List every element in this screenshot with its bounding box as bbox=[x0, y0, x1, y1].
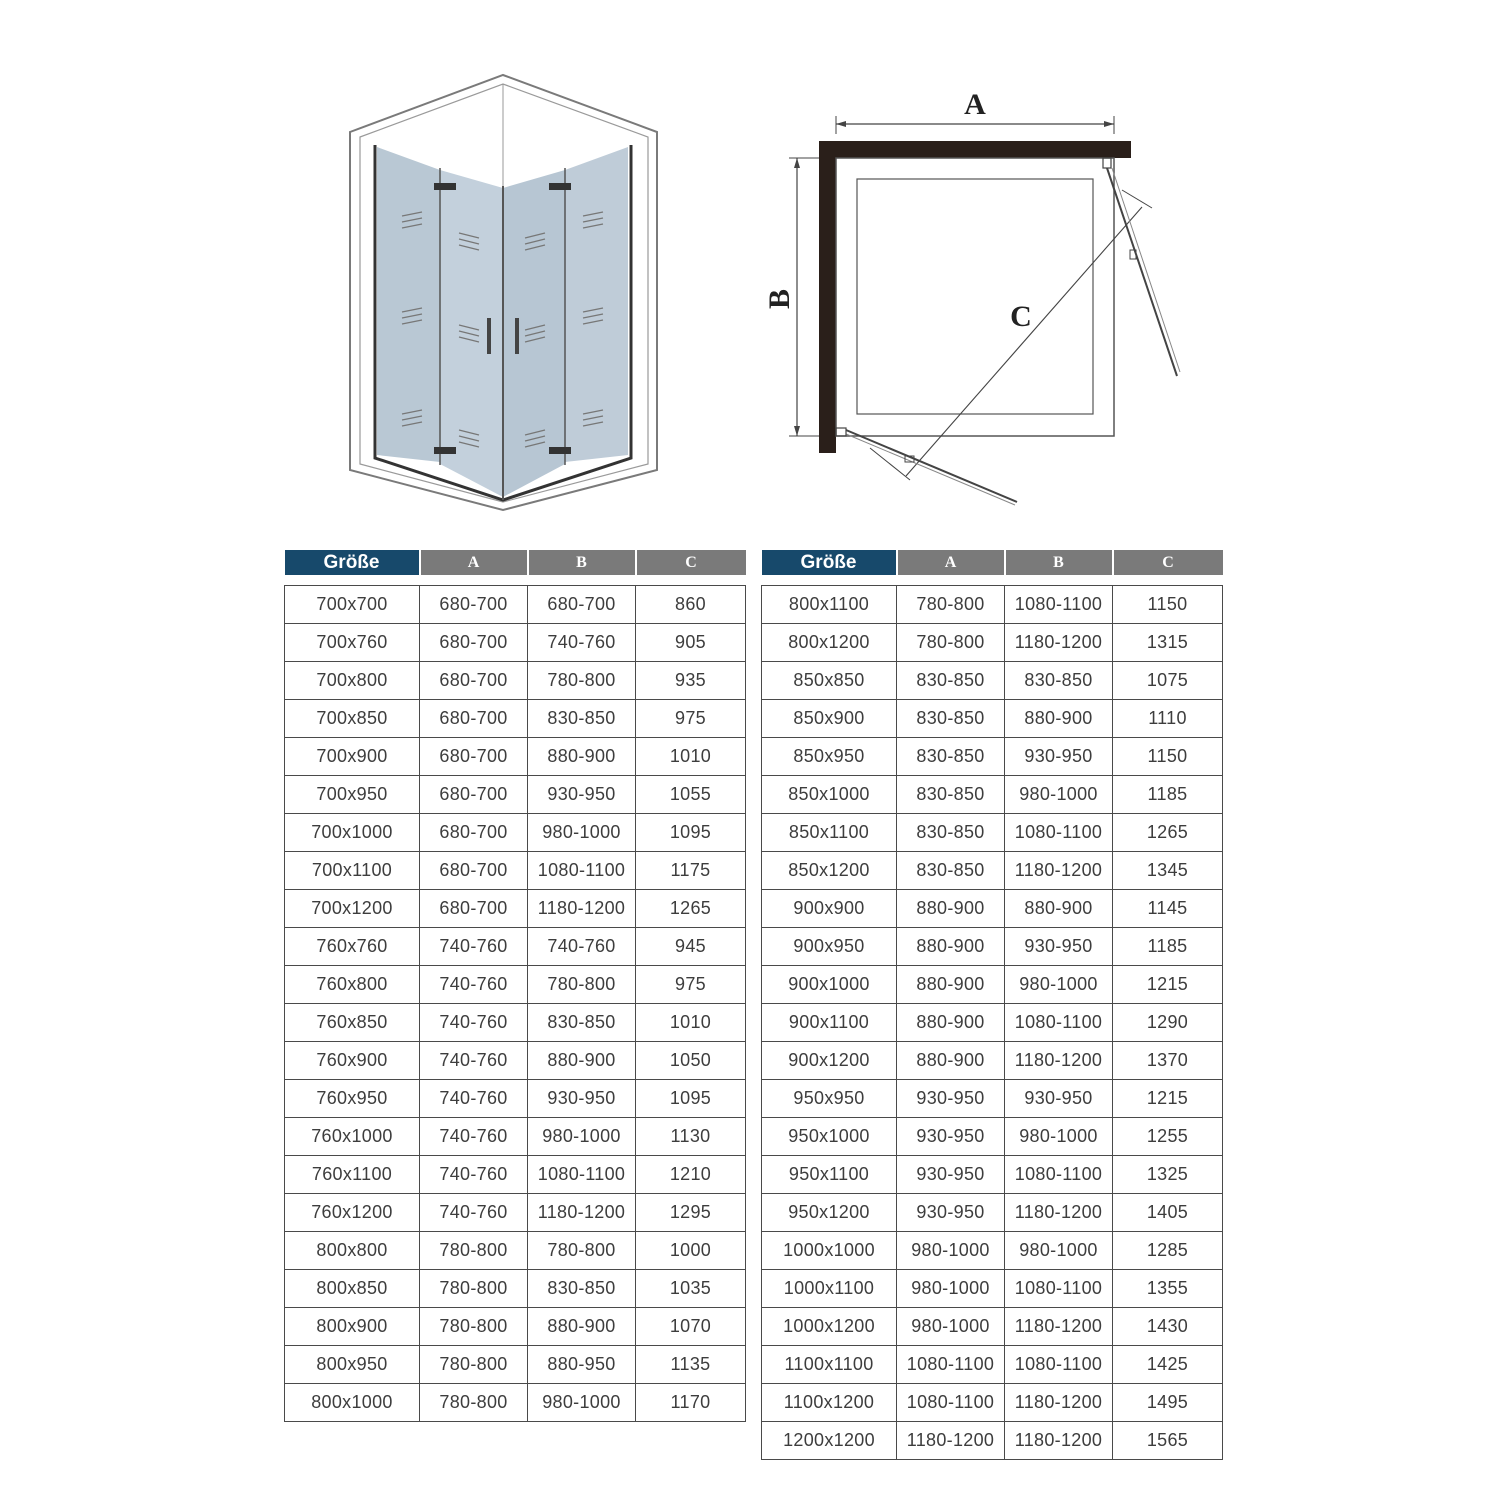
cell-b: 880-950 bbox=[528, 1346, 636, 1384]
cell-size: 700x900 bbox=[285, 738, 420, 776]
cell-size: 1100x1100 bbox=[762, 1346, 897, 1384]
cell-b: 780-800 bbox=[528, 1232, 636, 1270]
table-row bbox=[285, 814, 746, 852]
table-row bbox=[285, 1080, 746, 1118]
cell-b: 930-950 bbox=[1005, 738, 1113, 776]
cell-a: 830-850 bbox=[897, 700, 1005, 738]
cell-b: 930-950 bbox=[1005, 928, 1113, 966]
table-row bbox=[285, 1308, 746, 1346]
cell-a: 830-850 bbox=[897, 662, 1005, 700]
cell-a: 740-760 bbox=[420, 1156, 528, 1194]
cell-a: 1180-1200 bbox=[897, 1422, 1005, 1460]
cell-b: 740-760 bbox=[528, 624, 636, 662]
cell-size: 950x1100 bbox=[762, 1156, 897, 1194]
cell-c: 1055 bbox=[636, 776, 746, 814]
shower-enclosure-illustration bbox=[340, 70, 670, 520]
table-row bbox=[762, 928, 1223, 966]
cell-a: 830-850 bbox=[897, 776, 1005, 814]
cell-c: 1370 bbox=[1113, 1042, 1223, 1080]
table-row bbox=[285, 700, 746, 738]
cell-a: 880-900 bbox=[897, 928, 1005, 966]
table-row bbox=[762, 1422, 1223, 1460]
cell-c: 1355 bbox=[1113, 1270, 1223, 1308]
cell-b: 880-900 bbox=[528, 738, 636, 776]
cell-a: 930-950 bbox=[897, 1080, 1005, 1118]
cell-c: 945 bbox=[636, 928, 746, 966]
header-c: C bbox=[636, 550, 746, 575]
cell-a: 740-760 bbox=[420, 1080, 528, 1118]
table-row bbox=[285, 966, 746, 1004]
table-row bbox=[762, 1004, 1223, 1042]
cell-b: 980-1000 bbox=[528, 814, 636, 852]
cell-c: 1255 bbox=[1113, 1118, 1223, 1156]
cell-b: 1080-1100 bbox=[1005, 1346, 1113, 1384]
cell-a: 680-700 bbox=[420, 700, 528, 738]
cell-size: 800x900 bbox=[285, 1308, 420, 1346]
cell-size: 1000x1200 bbox=[762, 1308, 897, 1346]
table-row bbox=[762, 814, 1223, 852]
table-row bbox=[285, 1270, 746, 1308]
cell-c: 1265 bbox=[1113, 814, 1223, 852]
cell-c: 905 bbox=[636, 624, 746, 662]
cell-size: 760x760 bbox=[285, 928, 420, 966]
cell-size: 800x800 bbox=[285, 1232, 420, 1270]
table-row bbox=[285, 624, 746, 662]
cell-a: 780-800 bbox=[420, 1384, 528, 1422]
table-row bbox=[762, 738, 1223, 776]
table-row bbox=[285, 1004, 746, 1042]
table-row bbox=[762, 1384, 1223, 1422]
table-header-row bbox=[762, 550, 1223, 575]
cell-a: 1080-1100 bbox=[897, 1384, 1005, 1422]
cell-c: 1010 bbox=[636, 738, 746, 776]
table-row bbox=[762, 1232, 1223, 1270]
cell-a: 880-900 bbox=[897, 890, 1005, 928]
table-row bbox=[762, 700, 1223, 738]
header-b: B bbox=[528, 550, 636, 575]
dimension-b-label: B bbox=[763, 288, 796, 310]
cell-size: 700x760 bbox=[285, 624, 420, 662]
header-size: Größe bbox=[762, 550, 897, 575]
cell-size: 950x950 bbox=[762, 1080, 897, 1118]
cell-size: 760x1000 bbox=[285, 1118, 420, 1156]
cell-b: 1080-1100 bbox=[1005, 1270, 1113, 1308]
cell-c: 1175 bbox=[636, 852, 746, 890]
cell-size: 1000x1000 bbox=[762, 1232, 897, 1270]
cell-c: 1000 bbox=[636, 1232, 746, 1270]
cell-a: 680-700 bbox=[420, 776, 528, 814]
cell-c: 860 bbox=[636, 586, 746, 624]
table-row bbox=[762, 586, 1223, 624]
cell-a: 780-800 bbox=[897, 624, 1005, 662]
cell-b: 830-850 bbox=[1005, 662, 1113, 700]
table-row bbox=[285, 1042, 746, 1080]
cell-a: 680-700 bbox=[420, 852, 528, 890]
cell-a: 680-700 bbox=[420, 586, 528, 624]
cell-c: 1210 bbox=[636, 1156, 746, 1194]
cell-size: 700x950 bbox=[285, 776, 420, 814]
cell-c: 1150 bbox=[1113, 738, 1223, 776]
table-row bbox=[762, 890, 1223, 928]
cell-b: 780-800 bbox=[528, 662, 636, 700]
cell-c: 1135 bbox=[636, 1346, 746, 1384]
table-row bbox=[285, 1346, 746, 1384]
cell-size: 900x900 bbox=[762, 890, 897, 928]
cell-size: 760x900 bbox=[285, 1042, 420, 1080]
header-c: C bbox=[1113, 550, 1223, 575]
table-row bbox=[285, 1232, 746, 1270]
cell-b: 1080-1100 bbox=[528, 852, 636, 890]
cell-size: 850x1100 bbox=[762, 814, 897, 852]
header-a: A bbox=[897, 550, 1005, 575]
cell-size: 760x850 bbox=[285, 1004, 420, 1042]
cell-a: 740-760 bbox=[420, 928, 528, 966]
table-row bbox=[285, 928, 746, 966]
table-header-row bbox=[285, 550, 746, 575]
cell-c: 1345 bbox=[1113, 852, 1223, 890]
cell-size: 760x1100 bbox=[285, 1156, 420, 1194]
cell-size: 850x1000 bbox=[762, 776, 897, 814]
cell-c: 1315 bbox=[1113, 624, 1223, 662]
cell-b: 1080-1100 bbox=[528, 1156, 636, 1194]
table-row bbox=[285, 662, 746, 700]
cell-c: 1095 bbox=[636, 814, 746, 852]
cell-size: 900x1000 bbox=[762, 966, 897, 1004]
table-row bbox=[762, 1308, 1223, 1346]
cell-c: 1405 bbox=[1113, 1194, 1223, 1232]
cell-b: 1180-1200 bbox=[1005, 624, 1113, 662]
cell-size: 800x1200 bbox=[762, 624, 897, 662]
cell-b: 930-950 bbox=[528, 776, 636, 814]
cell-size: 900x950 bbox=[762, 928, 897, 966]
cell-a: 980-1000 bbox=[897, 1308, 1005, 1346]
cell-b: 880-900 bbox=[528, 1308, 636, 1346]
size-table-right bbox=[761, 550, 1223, 1460]
cell-b: 830-850 bbox=[528, 1004, 636, 1042]
table-row bbox=[762, 1346, 1223, 1384]
table-row bbox=[762, 1118, 1223, 1156]
cell-b: 1080-1100 bbox=[1005, 814, 1113, 852]
cell-size: 1200x1200 bbox=[762, 1422, 897, 1460]
table-row bbox=[285, 890, 746, 928]
table-row bbox=[762, 966, 1223, 1004]
cell-c: 975 bbox=[636, 966, 746, 1004]
table-row bbox=[762, 1042, 1223, 1080]
cell-size: 950x1000 bbox=[762, 1118, 897, 1156]
cell-c: 1070 bbox=[636, 1308, 746, 1346]
cell-a: 930-950 bbox=[897, 1118, 1005, 1156]
cell-c: 1075 bbox=[1113, 662, 1223, 700]
cell-b: 980-1000 bbox=[1005, 1118, 1113, 1156]
cell-c: 935 bbox=[636, 662, 746, 700]
cell-size: 1000x1100 bbox=[762, 1270, 897, 1308]
cell-c: 1145 bbox=[1113, 890, 1223, 928]
size-table-left bbox=[284, 550, 746, 1422]
cell-c: 1565 bbox=[1113, 1422, 1223, 1460]
table-row bbox=[285, 586, 746, 624]
cell-c: 1325 bbox=[1113, 1156, 1223, 1194]
cell-a: 780-800 bbox=[420, 1270, 528, 1308]
cell-b: 930-950 bbox=[1005, 1080, 1113, 1118]
cell-b: 830-850 bbox=[528, 700, 636, 738]
cell-a: 980-1000 bbox=[897, 1270, 1005, 1308]
cell-a: 740-760 bbox=[420, 1118, 528, 1156]
table-row bbox=[762, 1270, 1223, 1308]
table-row bbox=[285, 852, 746, 890]
cell-size: 900x1100 bbox=[762, 1004, 897, 1042]
cell-a: 680-700 bbox=[420, 738, 528, 776]
cell-c: 1425 bbox=[1113, 1346, 1223, 1384]
cell-a: 830-850 bbox=[897, 738, 1005, 776]
cell-c: 1035 bbox=[636, 1270, 746, 1308]
table-row bbox=[762, 1156, 1223, 1194]
cell-a: 740-760 bbox=[420, 1194, 528, 1232]
cell-a: 830-850 bbox=[897, 814, 1005, 852]
cell-a: 740-760 bbox=[420, 966, 528, 1004]
cell-a: 780-800 bbox=[420, 1232, 528, 1270]
table-row bbox=[762, 852, 1223, 890]
cell-c: 1095 bbox=[636, 1080, 746, 1118]
cell-a: 1080-1100 bbox=[897, 1346, 1005, 1384]
cell-b: 1180-1200 bbox=[1005, 1042, 1113, 1080]
cell-size: 800x950 bbox=[285, 1346, 420, 1384]
cell-b: 1180-1200 bbox=[1005, 1384, 1113, 1422]
table-row bbox=[762, 1194, 1223, 1232]
cell-a: 680-700 bbox=[420, 890, 528, 928]
cell-size: 760x800 bbox=[285, 966, 420, 1004]
table-row bbox=[285, 776, 746, 814]
cell-a: 780-800 bbox=[420, 1308, 528, 1346]
cell-size: 850x850 bbox=[762, 662, 897, 700]
table-spacer bbox=[762, 575, 1223, 586]
cell-b: 1180-1200 bbox=[1005, 852, 1113, 890]
cell-b: 980-1000 bbox=[528, 1118, 636, 1156]
dimension-a-label: A bbox=[964, 88, 986, 121]
table-row bbox=[285, 1384, 746, 1422]
cell-b: 1080-1100 bbox=[1005, 586, 1113, 624]
cell-a: 930-950 bbox=[897, 1156, 1005, 1194]
header-size: Größe bbox=[285, 550, 420, 575]
cell-a: 780-800 bbox=[897, 586, 1005, 624]
cell-c: 1150 bbox=[1113, 586, 1223, 624]
cell-c: 1170 bbox=[636, 1384, 746, 1422]
cell-b: 1180-1200 bbox=[528, 1194, 636, 1232]
cell-c: 1265 bbox=[636, 890, 746, 928]
cell-b: 880-900 bbox=[1005, 890, 1113, 928]
cell-a: 930-950 bbox=[897, 1194, 1005, 1232]
cell-a: 680-700 bbox=[420, 624, 528, 662]
cell-b: 980-1000 bbox=[1005, 966, 1113, 1004]
cell-b: 680-700 bbox=[528, 586, 636, 624]
cell-b: 1180-1200 bbox=[528, 890, 636, 928]
cell-b: 1080-1100 bbox=[1005, 1004, 1113, 1042]
cell-b: 740-760 bbox=[528, 928, 636, 966]
cell-size: 850x950 bbox=[762, 738, 897, 776]
cell-b: 1180-1200 bbox=[1005, 1308, 1113, 1346]
cell-size: 760x950 bbox=[285, 1080, 420, 1118]
cell-a: 880-900 bbox=[897, 1042, 1005, 1080]
cell-c: 1110 bbox=[1113, 700, 1223, 738]
cell-size: 850x1200 bbox=[762, 852, 897, 890]
cell-c: 1495 bbox=[1113, 1384, 1223, 1422]
table-row bbox=[762, 662, 1223, 700]
cell-size: 1100x1200 bbox=[762, 1384, 897, 1422]
cell-c: 1430 bbox=[1113, 1308, 1223, 1346]
table-spacer bbox=[285, 575, 746, 586]
header-b: B bbox=[1005, 550, 1113, 575]
cell-b: 780-800 bbox=[528, 966, 636, 1004]
cell-size: 760x1200 bbox=[285, 1194, 420, 1232]
cell-b: 1080-1100 bbox=[1005, 1156, 1113, 1194]
cell-b: 980-1000 bbox=[1005, 1232, 1113, 1270]
cell-c: 975 bbox=[636, 700, 746, 738]
cell-size: 700x1000 bbox=[285, 814, 420, 852]
cell-a: 680-700 bbox=[420, 662, 528, 700]
cell-b: 880-900 bbox=[1005, 700, 1113, 738]
cell-size: 700x1200 bbox=[285, 890, 420, 928]
cell-size: 700x1100 bbox=[285, 852, 420, 890]
cell-c: 1050 bbox=[636, 1042, 746, 1080]
cell-b: 1180-1200 bbox=[1005, 1194, 1113, 1232]
cell-c: 1290 bbox=[1113, 1004, 1223, 1042]
cell-c: 1185 bbox=[1113, 776, 1223, 814]
cell-a: 880-900 bbox=[897, 1004, 1005, 1042]
cell-size: 800x1100 bbox=[762, 586, 897, 624]
cell-size: 800x850 bbox=[285, 1270, 420, 1308]
cell-b: 980-1000 bbox=[1005, 776, 1113, 814]
table-row bbox=[762, 624, 1223, 662]
cell-size: 700x850 bbox=[285, 700, 420, 738]
cell-a: 880-900 bbox=[897, 966, 1005, 1004]
table-row bbox=[762, 776, 1223, 814]
cell-a: 780-800 bbox=[420, 1346, 528, 1384]
cell-b: 980-1000 bbox=[528, 1384, 636, 1422]
cell-b: 880-900 bbox=[528, 1042, 636, 1080]
cell-c: 1215 bbox=[1113, 1080, 1223, 1118]
table-row bbox=[285, 1194, 746, 1232]
cell-b: 830-850 bbox=[528, 1270, 636, 1308]
table-row bbox=[285, 1156, 746, 1194]
cell-a: 680-700 bbox=[420, 814, 528, 852]
dimension-c-label: C bbox=[1010, 300, 1032, 333]
cell-size: 800x1000 bbox=[285, 1384, 420, 1422]
cell-a: 740-760 bbox=[420, 1004, 528, 1042]
cell-c: 1285 bbox=[1113, 1232, 1223, 1270]
cell-c: 1130 bbox=[636, 1118, 746, 1156]
cell-size: 850x900 bbox=[762, 700, 897, 738]
cell-size: 900x1200 bbox=[762, 1042, 897, 1080]
cell-c: 1215 bbox=[1113, 966, 1223, 1004]
cell-a: 740-760 bbox=[420, 1042, 528, 1080]
cell-size: 700x700 bbox=[285, 586, 420, 624]
cell-c: 1185 bbox=[1113, 928, 1223, 966]
cell-b: 930-950 bbox=[528, 1080, 636, 1118]
table-row bbox=[285, 738, 746, 776]
cell-b: 1180-1200 bbox=[1005, 1422, 1113, 1460]
plan-view-dimension-diagram bbox=[760, 85, 1190, 515]
cell-c: 1010 bbox=[636, 1004, 746, 1042]
table-row bbox=[762, 1080, 1223, 1118]
cell-size: 700x800 bbox=[285, 662, 420, 700]
header-a: A bbox=[420, 550, 528, 575]
table-row bbox=[285, 1118, 746, 1156]
cell-size: 950x1200 bbox=[762, 1194, 897, 1232]
cell-a: 980-1000 bbox=[897, 1232, 1005, 1270]
cell-c: 1295 bbox=[636, 1194, 746, 1232]
cell-a: 830-850 bbox=[897, 852, 1005, 890]
